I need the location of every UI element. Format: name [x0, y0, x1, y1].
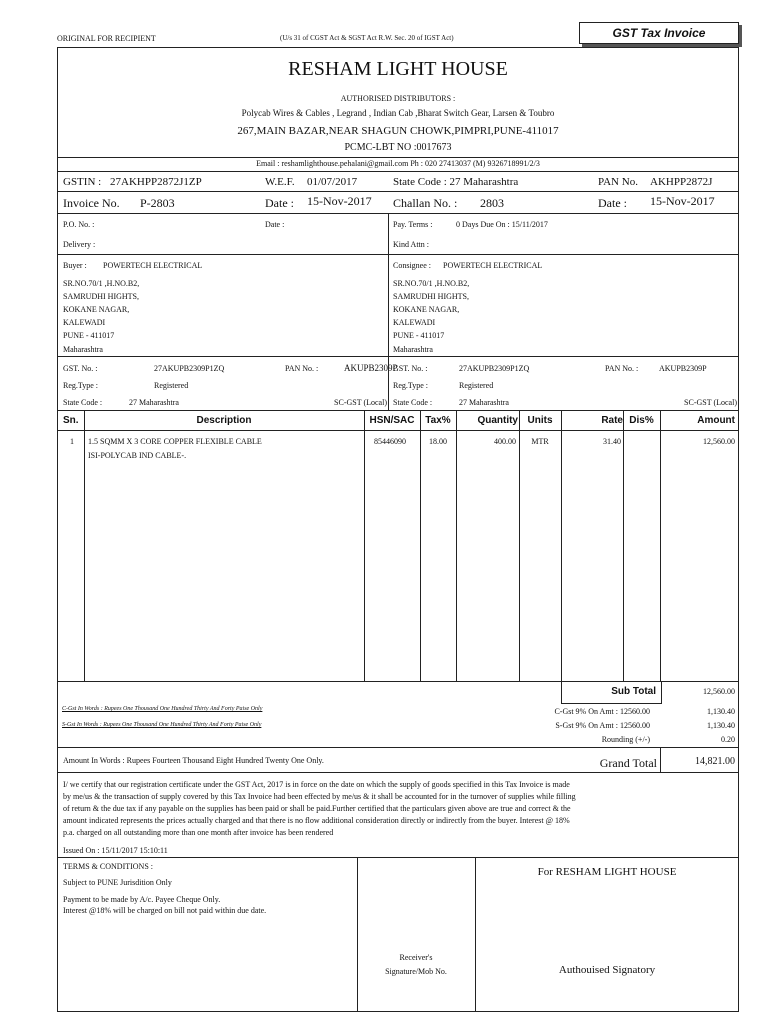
challan-date: 15-Nov-2017	[650, 194, 715, 208]
buyer-label: Buyer :	[63, 261, 87, 270]
consignee-gst: 27AKUPB2309P1ZQ	[459, 364, 530, 373]
company-lbt: PCMC-LBT NO :0017673	[344, 142, 452, 153]
challan-date-label: Date :	[598, 196, 627, 210]
declaration-line: of return & the due tax if any payable on the supplies has been paid or shall be paid.Further certified that the particulars given above are true and correct & the	[63, 804, 571, 813]
cgst-label: C-Gst 9% On Amt : 12560.00	[554, 707, 650, 716]
buyer-address-line: KALEWADI	[63, 318, 106, 327]
terms-line: Payment to be made by A/c. Payee Cheque Only.	[63, 895, 221, 904]
pan-label: PAN No.	[598, 176, 638, 188]
subtotal-value: 12,560.00	[703, 687, 735, 696]
rounding-label: Rounding (+/-)	[601, 735, 650, 744]
po-label: P.O. No. :	[63, 220, 95, 229]
rule-note: (U/s 31 of CGST Act & SGST Act R.W. Sec. 20 of IGST Act)	[280, 34, 454, 42]
consignee-tax-type: SC-GST (Local)	[684, 398, 737, 407]
consignee-address-line: PUNE - 411017	[393, 331, 445, 340]
cgst-in-words: C-Gst In Words : Rupees One Thousand One Hundred Thirty And Forty Paise Only	[62, 706, 263, 712]
declaration-line: amount indicated represents the prices actually charged and that there is no flow additional consideration directly or indirectly from the buyer. Interest @ 18%	[63, 816, 570, 825]
buyer-name: POWERTECH ELECTRICAL	[103, 261, 203, 270]
consignee-label: Consignee :	[393, 261, 431, 270]
col-quantity: Quantity	[477, 415, 518, 426]
buyer-state-label: State Code :	[63, 398, 103, 407]
row-unit: MTR	[531, 437, 549, 446]
buyer-pan-label: PAN No. :	[285, 364, 319, 373]
wef-value: 01/07/2017	[307, 176, 358, 188]
consignee-state: 27 Maharashtra	[459, 398, 509, 407]
buyer-gst: 27AKUPB2309P1ZQ	[154, 364, 225, 373]
declaration-line: by me/us & the transaction of supply covered by this Tax Invoice had been effected by me/us & it shall be accounted for in the turnover of supplies while filling	[63, 792, 576, 801]
row-quantity: 400.00	[494, 437, 516, 446]
sgst-label: S-Gst 9% On Amt : 12560.00	[555, 721, 650, 730]
seller-state-code: State Code : 27 Maharashtra	[393, 176, 519, 188]
cgst-value: 1,130.40	[707, 707, 735, 716]
signatory-label: Authouised Signatory	[558, 964, 656, 976]
consignee-gst-label: GST. No. :	[393, 364, 428, 373]
invoice-no: P-2803	[140, 196, 175, 210]
terms-title: TERMS & CONDITIONS :	[63, 862, 154, 871]
receiver-label: Receiver's	[399, 953, 433, 962]
consignee-address-line: KOKANE NAGAR,	[393, 305, 460, 314]
buyer-address-line: SR.NO.70/1 ,H.NO.B2,	[63, 279, 140, 288]
consignee-pan: AKUPB2309P	[659, 364, 707, 373]
rounding-value: 0.20	[721, 735, 735, 744]
gstin-label: GSTIN :	[63, 176, 102, 188]
buyer-gst-label: GST. No. :	[63, 364, 98, 373]
challan-no: 2803	[480, 196, 504, 210]
gst-tax-invoice-badge: GST Tax Invoice	[579, 22, 739, 44]
buyer-address-line: SAMRUDHI HIGHTS,	[63, 292, 140, 301]
buyer-regtype-label: Reg.Type :	[63, 381, 98, 390]
amount-in-words: Amount In Words : Rupees Fourteen Thousand Eight Hundred Twenty One Only.	[63, 756, 324, 765]
invoice-date-label: Date :	[265, 196, 294, 210]
col-tax: Tax%	[425, 415, 451, 426]
col-dis: Dis%	[629, 415, 654, 426]
terms-line: Interest @18% will be charged on bill not paid within due date.	[63, 906, 267, 915]
consignee-pan-label: PAN No. :	[605, 364, 639, 373]
consignee-regtype: Registered	[459, 381, 494, 390]
row-tax: 18.00	[429, 437, 447, 446]
company-brands: Polycab Wires & Cables , Legrand , Indian Cab ,Bharat Switch Gear, Larsen & Toubro	[241, 108, 555, 118]
declaration-line: p.a. charged on all outstanding more than one month after invoice has been rendered	[63, 828, 334, 837]
declaration-line: I/ we certify that our registration certificate under the GST Act, 2017 is in force on the date on which the supply of goods specified in this Tax Invoice is made	[63, 780, 570, 789]
invoice-date: 15-Nov-2017	[307, 194, 372, 208]
buyer-address-line: Maharashtra	[63, 345, 103, 354]
company-subtitle: AUTHORISED DISTRIBUTORS :	[340, 94, 456, 103]
consignee-address-line: SAMRUDHI HIGHTS,	[393, 292, 470, 301]
company-name: RESHAM LIGHT HOUSE	[288, 58, 508, 80]
consignee-regtype-label: Reg.Type :	[393, 381, 428, 390]
buyer-regtype: Registered	[154, 381, 189, 390]
challan-label: Challan No. :	[393, 196, 458, 210]
receiver-signature-label: Signature/Mob No.	[385, 967, 447, 976]
company-address: 267,MAIN BAZAR,NEAR SHAGUN CHOWK,PIMPRI,PUNE-411017	[237, 125, 559, 137]
pay-terms-label: Pay. Terms :	[393, 220, 433, 229]
invoice-no-label: Invoice No.	[63, 196, 120, 210]
buyer-tax-type: SC-GST (Local)	[334, 398, 387, 407]
row-amount: 12,560.00	[703, 437, 735, 446]
consignee-address-line: SR.NO.70/1 ,H.NO.B2,	[393, 279, 470, 288]
issued-on: Issued On : 15/11/2017 15:10:11	[63, 846, 168, 855]
consignee-address-line: KALEWADI	[393, 318, 436, 327]
kind-attn-label: Kind Attn :	[393, 240, 430, 249]
row-rate: 31.40	[603, 437, 621, 446]
grand-total-label: Grand Total	[599, 756, 657, 770]
delivery-label: Delivery :	[63, 240, 96, 249]
consignee-address-line: Maharashtra	[393, 345, 433, 354]
col-sn: Sn.	[63, 415, 79, 426]
subtotal-label: Sub Total	[611, 686, 656, 697]
pan-value: AKHPP2872J	[650, 176, 713, 188]
row-description: 1.5 SQMM X 3 CORE COPPER FLEXIBLE CABLE	[88, 437, 262, 446]
buyer-address-line: KOKANE NAGAR,	[63, 305, 130, 314]
consignee-state-label: State Code :	[393, 398, 433, 407]
wef-label: W.E.F.	[265, 176, 295, 188]
signatory-for: For RESHAM LIGHT HOUSE	[537, 866, 677, 878]
buyer-state: 27 Maharashtra	[129, 398, 179, 407]
buyer-pan: AKUPB2309P	[344, 363, 398, 373]
grand-total-value: 14,821.00	[695, 756, 735, 767]
copy-label: ORIGINAL FOR RECIPIENT	[57, 34, 156, 43]
pay-terms: 0 Days Due On : 15/11/2017	[456, 220, 548, 229]
col-rate: Rate	[601, 415, 623, 426]
row-description-2: ISI-POLYCAB IND CABLE-.	[88, 451, 187, 460]
terms-line: Subject to PUNE Jurisdition Only	[63, 878, 172, 887]
row-hsn: 85446090	[374, 437, 406, 446]
col-description: Description	[196, 415, 252, 426]
col-amount: Amount	[697, 415, 735, 426]
buyer-address-line: PUNE - 411017	[63, 331, 115, 340]
row-sn: 1	[70, 437, 74, 446]
po-date-label: Date :	[265, 220, 285, 229]
sgst-value: 1,130.40	[707, 721, 735, 730]
consignee-name: POWERTECH ELECTRICAL	[443, 261, 543, 270]
col-hsn: HSN/SAC	[369, 415, 415, 426]
gstin-value: 27AKHPP2872J1ZP	[110, 176, 202, 188]
sgst-in-words: S-Gst In Words : Rupees One Thousand One Hundred Thirty And Forty Paise Only	[62, 722, 262, 728]
company-contact: Email : reshamlighthouse.pehalani@gmail.com Ph : 020 27413037 (M) 9326718991/2/3	[256, 159, 540, 168]
col-units: Units	[527, 415, 553, 426]
